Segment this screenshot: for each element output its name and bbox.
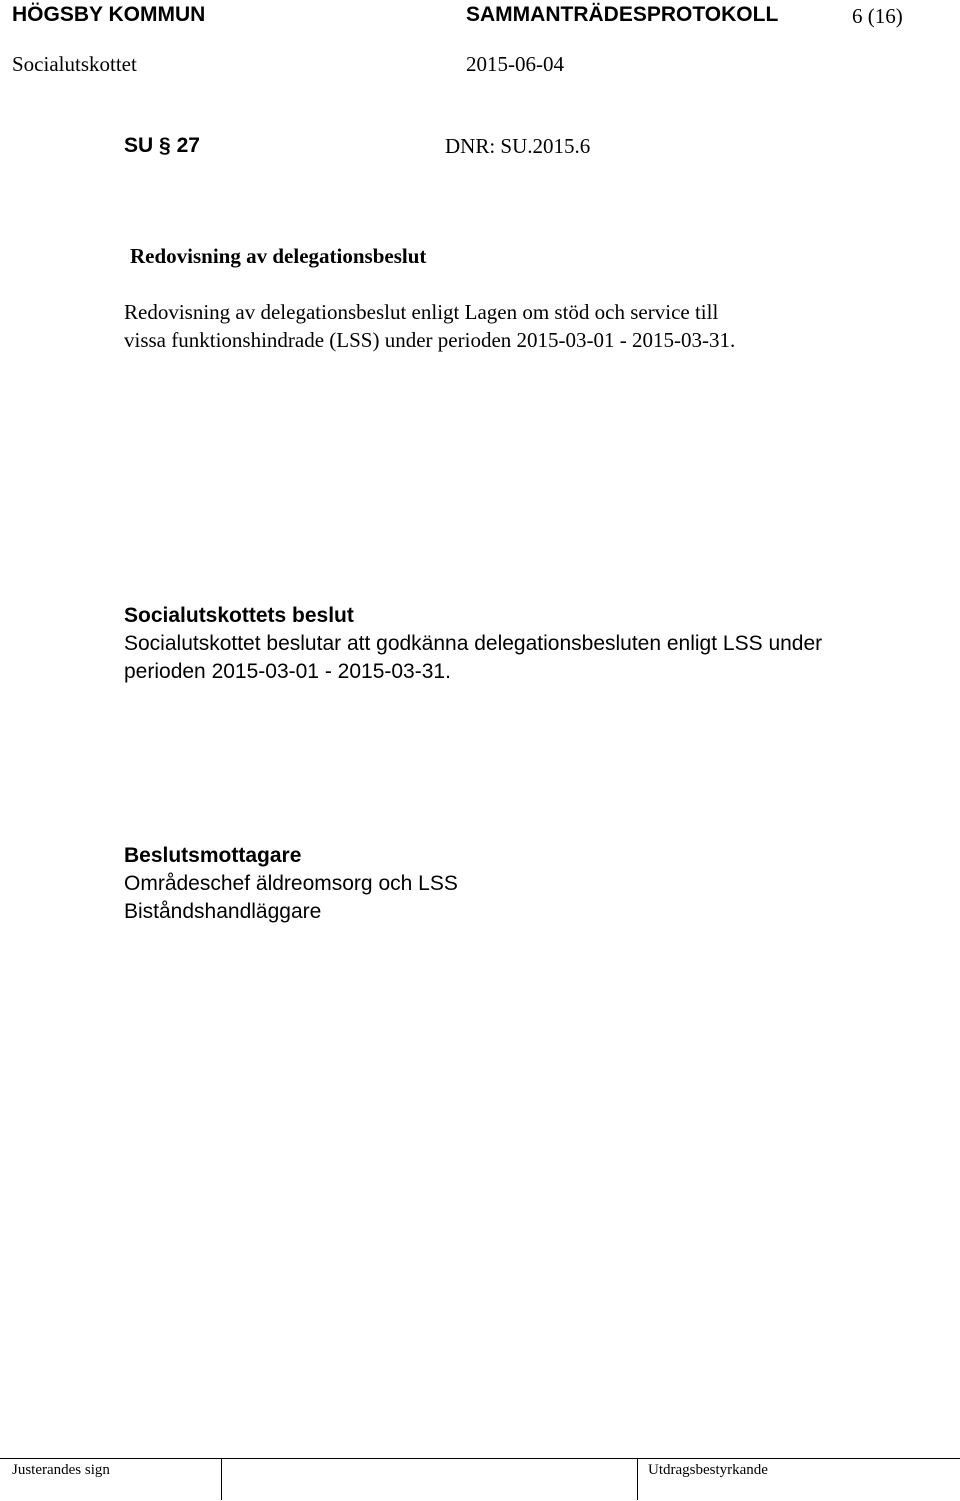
footer-separator <box>221 1458 222 1500</box>
item-description-line-1: Redovisning av delegationsbeslut enligt Lagen om stöd och service till <box>124 300 719 324</box>
paragraph-number <box>124 134 200 158</box>
recipient-item: Områdeschef äldreomsorg och LSS <box>124 872 458 895</box>
item-title: Redovisning av delegationsbeslut <box>130 244 427 268</box>
certification-label: Utdragsbestyrkande <box>648 1462 768 1478</box>
committee-name: Socialutskottet <box>12 52 137 76</box>
decision-line-1: Socialutskottet beslutar att godkänna delegationsbesluten enligt LSS under <box>124 632 823 655</box>
page-number: 6 (16) <box>852 4 903 28</box>
municipality-name: HÖGSBY KOMMUN <box>12 3 206 26</box>
recipients-heading: Beslutsmottagare <box>124 844 302 867</box>
dnr-number: DNR: SU.2015.6 <box>445 134 591 158</box>
decision-heading: Socialutskottets beslut <box>124 604 354 627</box>
decision-line-2: perioden 2015-03-01 - 2015-03-31. <box>124 660 451 683</box>
paragraph-value: 27 <box>176 134 200 157</box>
item-description-line-2: vissa funktionshindrade (LSS) under perioden 2015-03-01 - 2015-03-31. <box>124 328 736 352</box>
footer-divider <box>0 1458 960 1459</box>
document-type: SAMMANTRÄDESPROTOKOLL <box>466 3 779 26</box>
section-symbol: § <box>159 134 171 157</box>
meeting-date: 2015-06-04 <box>466 52 564 76</box>
signature-label: Justerandes sign <box>12 1462 110 1478</box>
paragraph-prefix: SU <box>124 134 154 157</box>
recipient-item: Biståndshandläggare <box>124 900 322 923</box>
footer-separator <box>637 1458 638 1500</box>
